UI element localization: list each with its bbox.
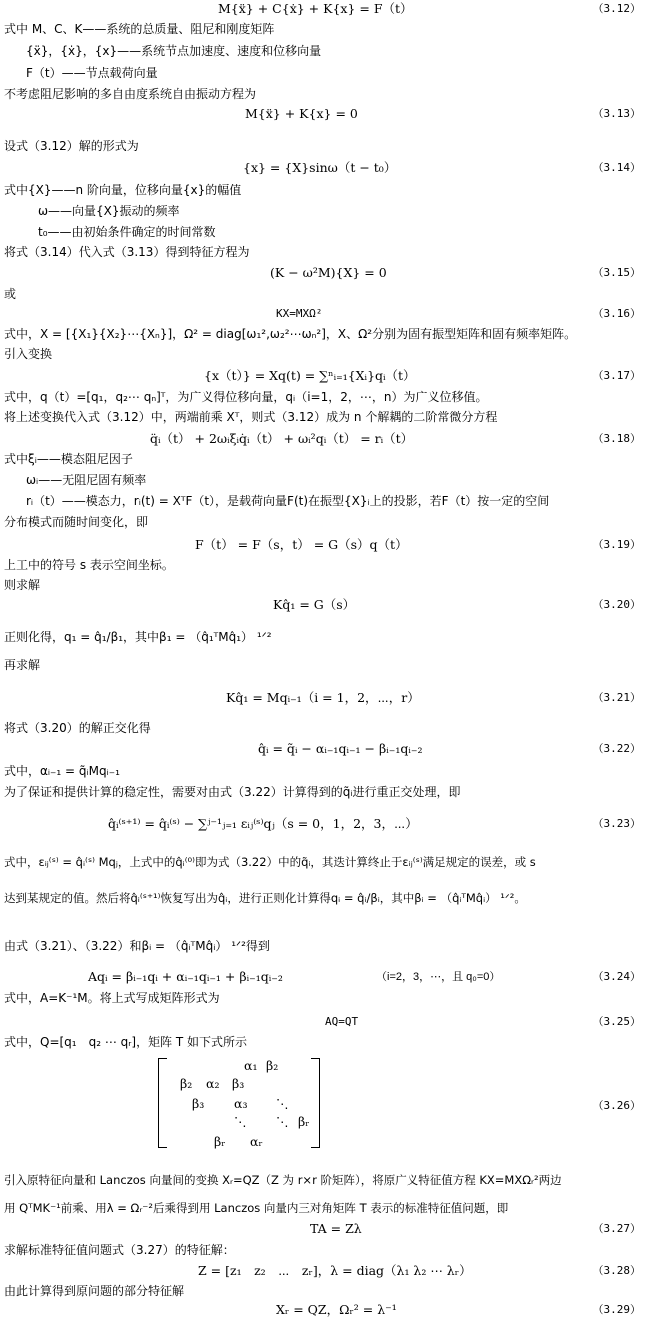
text-line: 由此计算得到原问题的部分特征解 [4,1284,185,1298]
equation-3-22 [0,739,647,759]
text-line: 式中，αᵢ₋₁ = q̃ᵢMqᵢ₋₁ [4,764,120,778]
matrix-cell: ⋱ [276,1096,289,1111]
equation-body: Kq̂₁ = Mqᵢ₋₁（i = 1，2，⋯，r） [226,690,420,705]
equation-body: Kq̂₁ = G（s） [273,597,356,612]
text-line: 上工中的符号 s 表示空间坐标。 [4,558,174,572]
text-line: 正则化得，q₁ = q̂₁/β₁，其中β₁ = （q̂₁ᵀMq̂₁） ¹ᐟ² [4,630,272,644]
equation-3-15 [0,263,647,283]
text-line: 式中，q（t）=[q₁，q₂⋯ qₙ]ᵀ，为广义得位移向量，qᵢ（i=1，2，⋯，n）为广义位移值。 [4,390,488,404]
equation-3-26 [0,1096,647,1116]
text-line: 或 [4,287,17,301]
matrix-cell: β₂ [266,1058,279,1073]
equation-number: （3.14） [592,161,641,174]
equation-3-24 [0,967,647,987]
text-line: {ẍ}，{ẋ}，{x}——系统节点加速度、速度和位移向量 [26,44,322,58]
matrix-cell: ⋱ [276,1114,289,1129]
equation-body: (K − ω²M){X} = 0 [270,265,387,280]
equation-3-23 [0,814,647,834]
equation-body: q̂ᵢ⁽ˢ⁺¹⁾ = q̂ᵢ⁽ˢ⁾ − ∑ʲ⁻¹ⱼ₌₁ εᵢⱼ⁽ˢ⁾qⱼ（s = 0，1，2，3，⋯） [108,816,418,831]
text-line: 式中ξᵢ——模态阻尼因子 [4,452,133,466]
equation-number: （3.28） [592,1264,641,1277]
equation-3-14 [0,158,647,178]
equation-number: （3.25） [592,1015,641,1028]
equation-3-18 [0,429,647,449]
matrix-cell: βᵣ [298,1114,310,1129]
text-line: ω——向量{X}振动的频率 [38,204,180,218]
text-line: 用 QᵀMK⁻¹前乘、用λ = Ωᵣ⁻²后乘得到用 Lanczos 向量内三对角矩阵 T 表示的标准特征值问题，即 [4,1201,509,1215]
text-line: 达到某规定的值。然后将q̂ᵢ⁽ˢ⁺¹⁾恢复写出为q̂ᵢ，进行正则化计算得qᵢ = q̂ᵢ/βᵢ，其中βᵢ = （q̂ᵢᵀMq̂ᵢ） ¹ᐟ²。 [4,891,526,905]
equation-3-29 [0,1300,647,1320]
matrix-cell: β₂ [180,1076,193,1091]
equation-3-13 [0,104,647,124]
equation-body: M{ẍ} + K{x} = 0 [245,106,358,121]
equation-number: （3.16） [592,307,641,320]
equation-number: （3.19） [592,538,641,551]
text-line: 由式（3.21）、（3.22）和βᵢ = （q̂ᵢᵀMq̂ᵢ） ¹ᐟ²得到 [4,939,270,953]
equation-body: Z = [z₁ z₂ ⋯ zᵣ]，λ = diag（λ₁ λ₂ ⋯ λᵣ） [198,1263,472,1278]
equation-number: （3.27） [592,1222,641,1235]
equation-body: {x} = {X}sinω（t − t₀） [243,160,397,175]
text-line: 引入变换 [4,347,53,361]
equation-body: AQ=QT [325,1015,359,1028]
text-line: 再求解 [4,658,41,672]
equation-number: （3.29） [592,1303,641,1316]
matrix-cell: β₃ [232,1076,245,1091]
equation-body: TA = Zλ [310,1221,362,1236]
equation-body: {x（t）} = Xq(t) = ∑ⁿᵢ₌₁{Xᵢ}qᵢ（t） [204,368,416,383]
text-line: 式中{X}——n 阶向量，位移向量{x}的幅值 [4,183,242,197]
equation-number: （3.13） [592,107,641,120]
matrix-cell: α₂ [206,1076,220,1091]
equation-number: （3.21） [592,691,641,704]
equation-3-12 [0,0,647,19]
equation-body: F（t） = F（s，t） = G（s）q（t） [195,537,408,552]
text-line: 将上述变换代入式（3.12）中，两端前乘 Xᵀ，则式（3.12）成为 n 个解耦的二阶常微分方程 [4,410,498,424]
text-line: 设式（3.12）解的形式为 [4,139,139,153]
text-line: F（t）——节点载荷向量 [26,66,158,80]
text-line: ωᵢ——无阻尼固有频率 [26,473,147,487]
equation-body: Xᵣ = QZ，Ωᵣ² = λ⁻¹ [276,1302,397,1317]
equation-number: （3.12） [592,2,641,15]
equation-number: （3.20） [592,598,641,611]
text-line: 不考虑阻尼影响的多自由度系统自由振动方程为 [4,87,257,101]
equation-3-21 [0,688,647,708]
matrix-cell: αᵣ [250,1134,263,1149]
equation-number: （3.15） [592,266,641,279]
matrix-cell: ⋱ [234,1114,247,1129]
text-line: 式中，εᵢⱼ⁽ˢ⁾ = q̂ᵢ⁽ˢ⁾ Mqⱼ，上式中的q̂ᵢ⁽⁰⁾即为式（3.22）中的q̃ᵢ，其迭计算终止于εᵢⱼ⁽ˢ⁾满足规定的误差，或 s [4,855,536,869]
equation-condition: （i=2，3，⋯，且 q₀=0） [376,971,501,983]
text-line: 式中，Q=[q₁ q₂ ⋯ qᵣ]，矩阵 T 如下式所示 [4,1035,248,1049]
equation-3-19 [0,535,647,555]
equation-number: （3.23） [592,817,641,830]
equation-number: （3.22） [592,742,641,755]
equation-number: （3.18） [592,432,641,445]
text-line: 式中，A=K⁻¹M。将上式写成矩阵形式为 [4,991,220,1005]
text-line: 引入原特征向量和 Lanczos 向量间的变换 Xᵣ=QZ（Z 为 r×r 阶矩阵），将原广义特征值方程 KX=MXΩᵣ²两边 [4,1173,562,1187]
equation-3-28 [0,1261,647,1281]
text-line: 为了保证和提供计算的稳定性，需要对由式（3.22）计算得到的q̃ᵢ进行重正交处理，即 [4,785,461,799]
equation-body: q̂ᵢ = q̃ᵢ − αᵢ₋₁qᵢ₋₁ − βᵢ₋₁qᵢ₋₂ [258,741,423,756]
text-line: 将式（3.20）的解正交化得 [4,721,151,735]
equation-number: （3.24） [592,970,641,983]
text-line: 则求解 [4,578,41,592]
matrix-cell: βᵣ [214,1134,226,1149]
text-line: 将式（3.14）代入式（3.13）得到特征方程为 [4,245,250,259]
equation-body: M{ẍ} + C{ẋ} + K{x} = F（t） [218,1,413,16]
text-line: rᵢ（t）——模态力，rᵢ(t) = XᵀF（t），是载荷向量F(t)在振型{X}ᵢ上的投影，若F（t）按一定的空间 [26,494,550,508]
equation-3-20 [0,595,647,615]
equation-body: q̈ᵢ（t） + 2ωᵢξᵢq̇ᵢ（t） + ωᵢ²qᵢ（t） = rᵢ（t） [150,431,414,446]
equation-3-16 [0,304,647,324]
equation-body: Aqᵢ = βᵢ₋₁qᵢ + αᵢ₋₁qᵢ₋₁ + βᵢ₋₁qᵢ₋₂ [88,969,283,984]
text-line: 求解标准特征值问题式（3.27）的特征解： [4,1243,235,1257]
equation-number: （3.26） [592,1099,641,1112]
matrix-cell: β₃ [192,1096,205,1111]
text-line: 式中，X = [{X₁}{X₂}⋯{Xₙ}]，Ω² = diag[ω₁²,ω₂²⋯ωₙ²]，X、Ω²分别为固有振型矩阵和固有频率矩阵。 [4,327,577,341]
equation-body: KX=MXΩ² [276,307,323,320]
text-line: 分布模式而随时间变化，即 [4,515,149,529]
text-line: 式中 M、C、K——系统的总质量、阻尼和刚度矩阵 [4,22,275,36]
equation-3-17 [0,366,647,386]
equation-number: （3.17） [592,369,641,382]
equation-3-27 [0,1219,647,1239]
matrix-cell: α₃ [234,1096,248,1111]
equation-3-25 [0,1012,647,1032]
matrix-cell: α₁ [244,1058,258,1073]
text-line: t₀——由初始条件确定的时间常数 [38,225,216,239]
